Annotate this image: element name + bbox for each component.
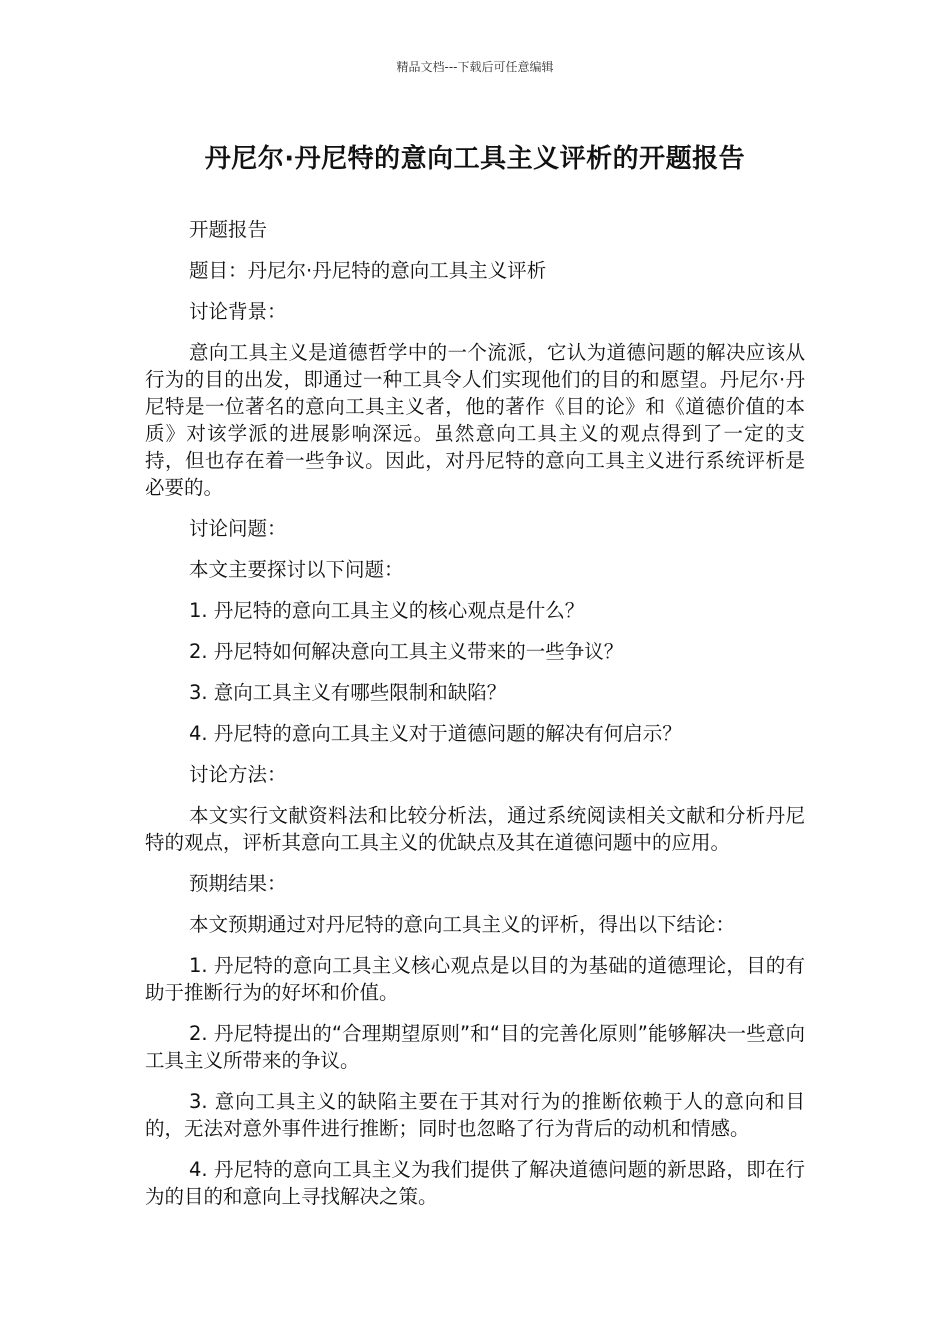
- paragraph-methods-body: 本文实行文献资料法和比较分析法，通过系统阅读相关文献和分析丹尼特的观点，评析其意向工具主义的优缺点及其在道德问题中的应用。: [145, 804, 805, 854]
- paragraph-questions-heading: 讨论问题：: [189, 517, 287, 540]
- paragraph-report-label: 开题报告: [189, 218, 268, 241]
- result-item-1: 1. 丹尼特的意向工具主义核心观点是以目的为基础的道德理论，目的有助于推断行为的好坏和价值。: [145, 954, 805, 1004]
- question-item-2: 2. 丹尼特如何解决意向工具主义带来的一些争议？: [189, 640, 624, 663]
- paragraph-questions-intro: 本文主要探讨以下问题：: [189, 558, 404, 581]
- document-body: [145, 216, 805, 1224]
- question-item-3: 3. 意向工具主义有哪些限制和缺陷？: [189, 681, 507, 704]
- header-note: 精品文档---下载后可任意编辑: [396, 60, 554, 74]
- question-item-1: 1. 丹尼特的意向工具主义的核心观点是什么？: [189, 599, 585, 622]
- paragraph-background-body: 意向工具主义是道德哲学中的一个流派，它认为道德问题的解决应该从行为的目的出发，即通过一种工具令人们实现他们的目的和愿望。丹尼尔·丹尼特是一位著名的意向工具主义者，他的著作《目的论》和《道德价值的本质》对该学派的进展影响深远。虽然意向工具主义的观点得到了一定的支持，但也存在着一些争议。因此，对丹尼特的意向工具主义进行系统评析是必要的。: [145, 341, 805, 499]
- paragraph-background-heading: 讨论背景：: [189, 300, 287, 323]
- question-item-4: 4. 丹尼特的意向工具主义对于道德问题的解决有何启示？: [189, 722, 682, 745]
- paragraph-methods-heading: 讨论方法：: [189, 763, 287, 786]
- paragraph-topic: 题目：丹尼尔·丹尼特的意向工具主义评析: [189, 259, 547, 282]
- result-item-2: 2. 丹尼特提出的“合理期望原则”和“目的完善化原则”能够解决一些意向工具主义所带来的争议。: [145, 1022, 805, 1072]
- paragraph-results-intro: 本文预期通过对丹尼特的意向工具主义的评析，得出以下结论：: [189, 913, 736, 936]
- document-title: 丹尼尔·丹尼特的意向工具主义评析的开题报告: [204, 144, 746, 174]
- result-item-4: 4. 丹尼特的意向工具主义为我们提供了解决道德问题的新思路，即在行为的目的和意向上寻找解决之策。: [145, 1158, 805, 1208]
- paragraph-results-heading: 预期结果：: [189, 872, 287, 895]
- result-item-3: 3. 意向工具主义的缺陷主要在于其对行为的推断依赖于人的意向和目的，无法对意外事件进行推断；同时也忽略了行为背后的动机和情感。: [145, 1090, 805, 1140]
